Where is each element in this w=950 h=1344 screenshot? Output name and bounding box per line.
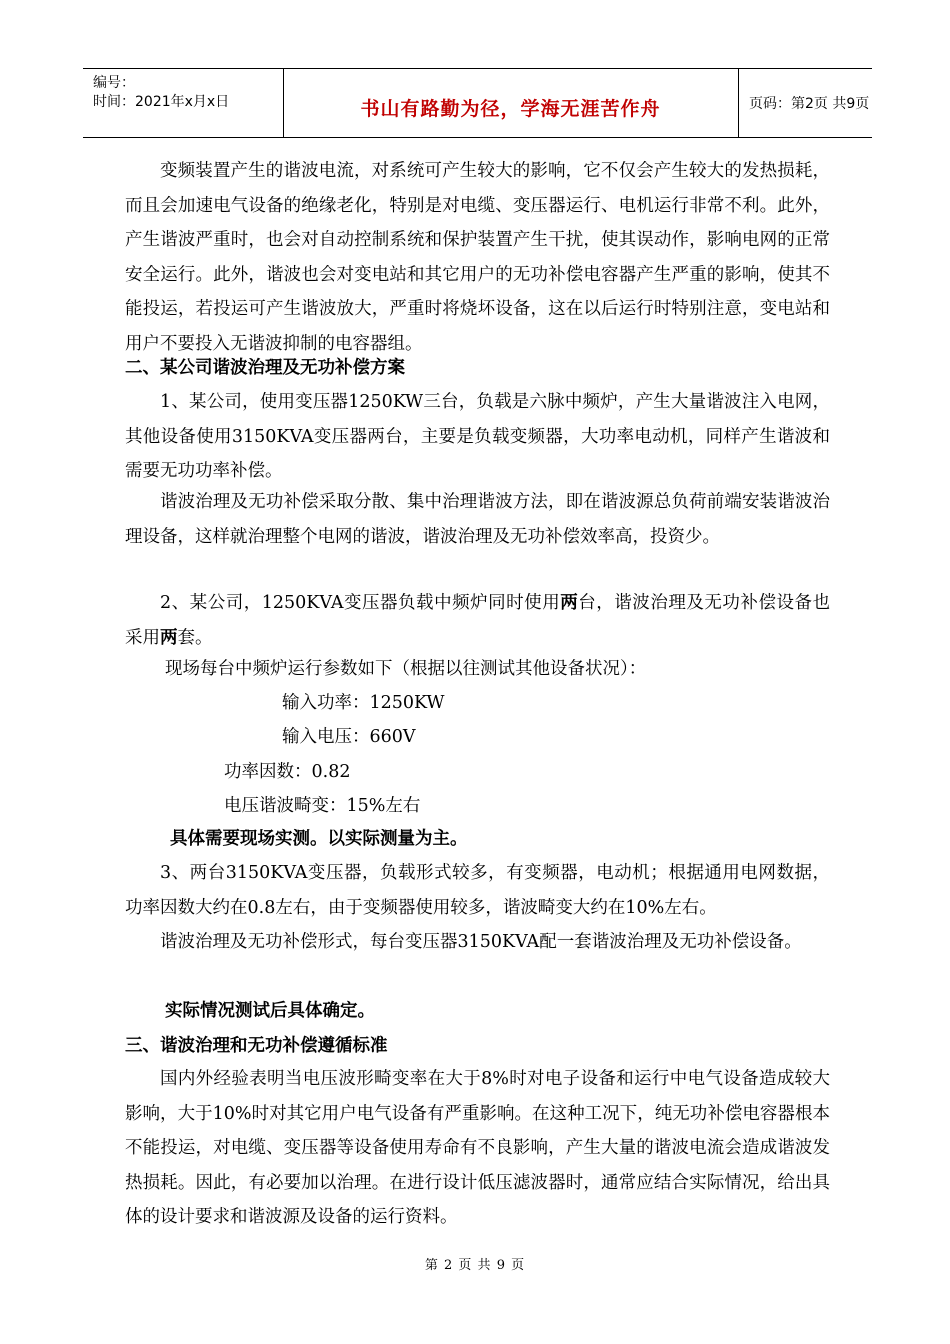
header-page-cell xyxy=(739,69,872,137)
param-power-factor: 功率因数：0.82 xyxy=(224,762,351,782)
time-label: 时间：2021年x月x日 xyxy=(93,94,230,110)
paragraph-company-case-2 xyxy=(125,586,830,655)
param-input-voltage: 输入电压：660V xyxy=(282,727,416,747)
page-footer: 第 2 页 共 9 页 xyxy=(424,1258,526,1273)
note-confirm-after-test: 实际情况测试后具体确定。 xyxy=(165,1001,375,1021)
case2-text-d: 套。 xyxy=(177,627,213,648)
page-header xyxy=(83,68,872,138)
page-info: 页码：第2页 共9页 xyxy=(749,96,870,112)
paragraph-parameters-intro: 现场每台中频炉运行参数如下（根据以往测试其他设备状况）： xyxy=(165,659,647,679)
paragraph-standards: 国内外经验表明当电压波形畸变率在大于8%时对电子设备和运行中电气设备造成较大影响，大于10%时对其它用户电气设备有严重影响。在这种工况下，纯无功补偿电容器根本不能投运，对电缆、变压器等设备使用寿命有不良影响，产生大量的谐波电流会造成谐波发热损耗。因此，有必要加以治理。在进行设计低压滤波器时，通常应结合实际情况，给出具体的设计要求和谐波源及设备的运行资料。 xyxy=(125,1069,830,1227)
case2-text-c: 台，谐波治理及无功补偿设备也采用 xyxy=(125,593,831,648)
paragraph-treatment-method: 谐波治理及无功补偿采取分散、集中治理谐波方法，即在谐波源总负荷前端安装谐波治理设备，这样就治理整个电网的谐波，谐波治理及无功补偿效率高，投资少。 xyxy=(125,492,830,547)
section-heading-3: 三、谐波治理和无功补偿遵循标准 xyxy=(125,1036,388,1056)
param-voltage-distortion: 电压谐波畸变：15%左右 xyxy=(224,796,421,816)
case2-text-a: 2、某公司，1250KVA变压器负载中频炉同时使用 xyxy=(160,593,561,613)
section-heading-2: 二、某公司谐波治理及无功补偿方案 xyxy=(125,358,405,378)
paragraph-harmonic-effects: 变频装置产生的谐波电流，对系统可产生较大的影响，它不仅会产生较大的发热损耗，而且会加速电气设备的绝缘老化，特别是对电缆、变压器运行、电机运行非常不利。此外，产生谐波严重时，也会对自动控制系统和保护装置产生干扰，使其误动作，影响电网的正常安全运行。此外，谐波也会对变电站和其它用户的无功补偿电容器产生严重的影响，使其不能投运，若投运可产生谐波放大，严重时将烧坏设备，这在以后运行时特别注意，变电站和用户不要投入无谐波抑制的电容器组。 xyxy=(125,161,830,354)
case2-bold-two-sets: 两 xyxy=(160,627,178,648)
param-input-power: 输入功率：1250KW xyxy=(282,693,445,713)
header-meta-cell xyxy=(83,69,284,137)
note-measure-onsite: 具体需要现场实测。以实际测量为主。 xyxy=(170,829,468,849)
case2-bold-two-units: 两 xyxy=(560,593,579,613)
number-label: 编号： xyxy=(93,75,135,91)
paragraph-company-case-1: 1、某公司，使用变压器1250KW三台，负载是六脉中频炉，产生大量谐波注入电网，其他设备使用3150KVA变压器两台，主要是负载变频器，大功率电动机，同样产生谐波和需要无功功率补偿。 xyxy=(125,392,830,481)
motto-text: 书山有路勤为径，学海无涯苦作舟 xyxy=(360,97,661,120)
header-motto-cell xyxy=(283,69,739,137)
paragraph-compensation-form: 谐波治理及无功补偿形式，每台变压器3150KVA配一套谐波治理及无功补偿设备。 xyxy=(160,932,802,952)
paragraph-company-case-3: 3、两台3150KVA变压器，负载形式较多，有变频器，电动机；根据通用电网数据，功率因数大约在0.8左右，由于变频器使用较多，谐波畸变大约在10%左右。 xyxy=(125,863,830,918)
